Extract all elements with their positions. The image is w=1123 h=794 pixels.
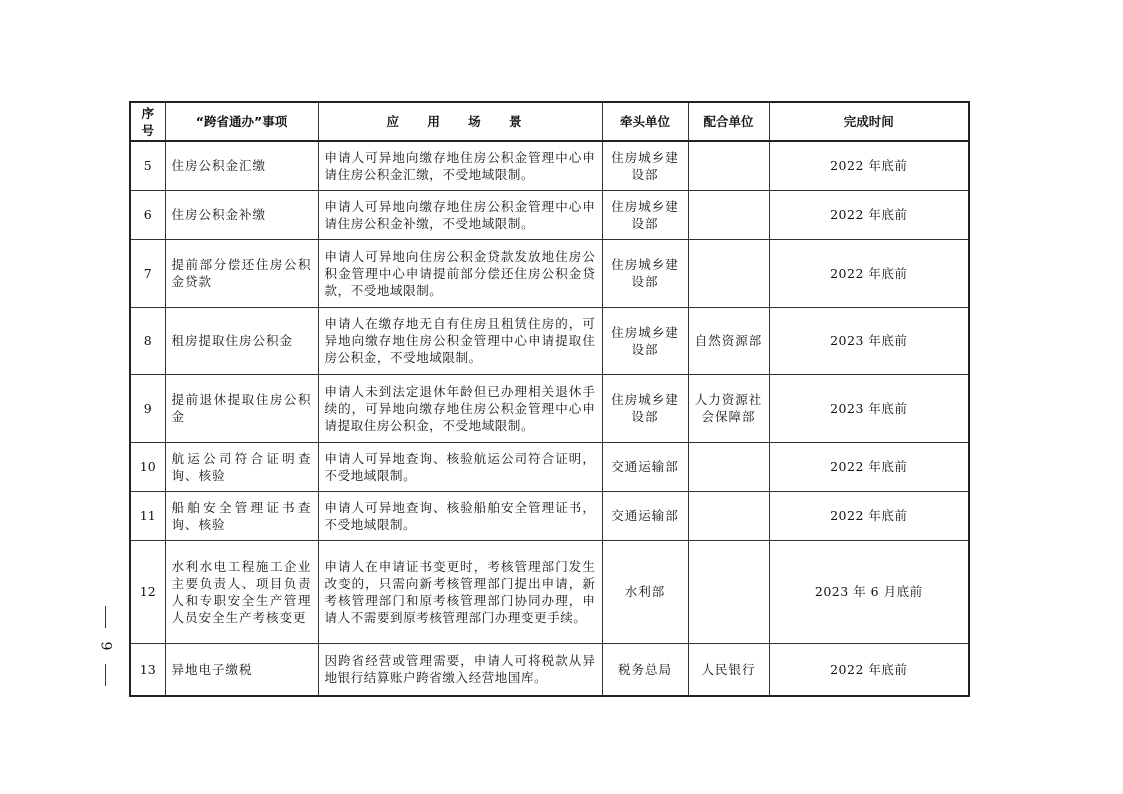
cross-province-services-table	[129, 101, 970, 697]
row-scene: 申请人可异地向住房公积金贷款发放地住房公积金管理中心申请提前部分偿还住房公积金贷款，不受地域限制。	[318, 239, 602, 307]
row-item: 提前部分偿还住房公积金贷款	[165, 239, 318, 307]
row-lead: 住房城乡建设部	[602, 141, 688, 190]
table-row	[130, 442, 969, 491]
row-lead: 住房城乡建设部	[602, 239, 688, 307]
row-num: 10	[130, 442, 165, 491]
row-item: 住房公积金补缴	[165, 190, 318, 239]
row-num: 5	[130, 141, 165, 190]
header-item: “跨省通办”事项	[165, 102, 318, 141]
page-number-text: 9	[96, 641, 113, 651]
row-num: 11	[130, 491, 165, 540]
header-time: 完成时间	[769, 102, 969, 141]
row-time: 2022 年底前	[769, 643, 969, 696]
row-item: 船舶安全管理证书查询、核验	[165, 491, 318, 540]
table-row	[130, 540, 969, 643]
table-row	[130, 190, 969, 239]
row-item: 住房公积金汇缴	[165, 141, 318, 190]
header-lead: 牵头单位	[602, 102, 688, 141]
row-lead: 交通运输部	[602, 442, 688, 491]
row-time: 2022 年底前	[769, 239, 969, 307]
row-num: 9	[130, 374, 165, 442]
row-scene: 申请人可异地向缴存地住房公积金管理中心申请住房公积金补缴，不受地域限制。	[318, 190, 602, 239]
table-row	[130, 307, 969, 374]
row-scene: 申请人可异地向缴存地住房公积金管理中心申请住房公积金汇缴，不受地域限制。	[318, 141, 602, 190]
row-num: 8	[130, 307, 165, 374]
row-lead: 住房城乡建设部	[602, 190, 688, 239]
row-partner	[688, 491, 769, 540]
row-lead: 住房城乡建设部	[602, 374, 688, 442]
row-scene: 申请人可异地查询、核验航运公司符合证明，不受地域限制。	[318, 442, 602, 491]
row-partner	[688, 190, 769, 239]
row-lead: 水利部	[602, 540, 688, 643]
row-scene: 申请人在缴存地无自有住房且租赁住房的，可异地向缴存地住房公积金管理中心申请提取住房公积金，不受地域限制。	[318, 307, 602, 374]
row-partner	[688, 540, 769, 643]
row-num: 7	[130, 239, 165, 307]
row-lead: 税务总局	[602, 643, 688, 696]
row-scene: 申请人可异地查询、核验船舶安全管理证书，不受地域限制。	[318, 491, 602, 540]
table-row	[130, 141, 969, 190]
row-lead: 交通运输部	[602, 491, 688, 540]
row-lead: 住房城乡建设部	[602, 307, 688, 374]
row-time: 2022 年底前	[769, 190, 969, 239]
row-num: 6	[130, 190, 165, 239]
row-item: 租房提取住房公积金	[165, 307, 318, 374]
row-num: 13	[130, 643, 165, 696]
row-scene: 申请人未到法定退休年龄但已办理相关退休手续的，可异地向缴存地住房公积金管理中心申请提取住房公积金，不受地域限制。	[318, 374, 602, 442]
table-row	[130, 239, 969, 307]
header-num: 序号	[130, 102, 165, 141]
row-time: 2022 年底前	[769, 141, 969, 190]
row-scene: 因跨省经营或管理需要，申请人可将税款从异地银行结算账户跨省缴入经营地国库。	[318, 643, 602, 696]
row-partner	[688, 141, 769, 190]
page-number-dash-bottom	[105, 664, 106, 686]
page-number	[95, 606, 115, 686]
page-number-dash-top	[105, 606, 106, 628]
table-row	[130, 374, 969, 442]
row-time: 2023 年底前	[769, 374, 969, 442]
row-item: 异地电子缴税	[165, 643, 318, 696]
row-time: 2023 年 6 月底前	[769, 540, 969, 643]
table-row	[130, 491, 969, 540]
row-item: 水利水电工程施工企业主要负责人、项目负责人和专职安全生产管理人员安全生产考核变更	[165, 540, 318, 643]
row-item: 提前退休提取住房公积金	[165, 374, 318, 442]
row-scene: 申请人在申请证书变更时，考核管理部门发生改变的，只需向新考核管理部门提出申请，新考核管理部门和原考核管理部门协同办理，申请人不需要到原考核管理部门办理变更手续。	[318, 540, 602, 643]
header-scene: 应 用 场 景	[318, 102, 602, 141]
table-header-row	[130, 102, 969, 141]
row-item: 航运公司符合证明查询、核验	[165, 442, 318, 491]
header-partner: 配合单位	[688, 102, 769, 141]
row-partner: 人民银行	[688, 643, 769, 696]
row-partner: 人力资源社会保障部	[688, 374, 769, 442]
table-row	[130, 643, 969, 696]
row-time: 2022 年底前	[769, 491, 969, 540]
row-partner	[688, 442, 769, 491]
row-partner	[688, 239, 769, 307]
row-time: 2022 年底前	[769, 442, 969, 491]
row-partner: 自然资源部	[688, 307, 769, 374]
row-num: 12	[130, 540, 165, 643]
row-time: 2023 年底前	[769, 307, 969, 374]
